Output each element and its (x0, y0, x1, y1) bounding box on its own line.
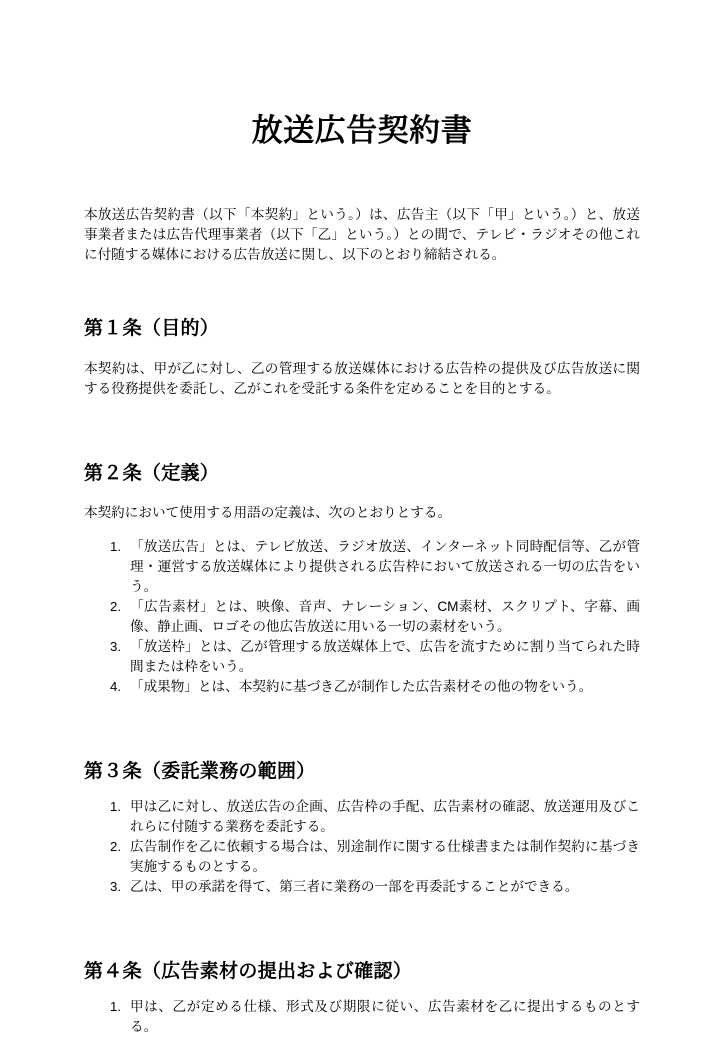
article-body-2: 本契約において使用する用語の定義は、次のとおりとする。 (84, 505, 452, 521)
article-section-1 (84, 265, 640, 399)
document-title: 放送広告契約書 (251, 113, 473, 148)
article-heading-1: 第１条（目的） (84, 318, 220, 340)
clause-item: 甲は乙に対し、放送広告の企画、広告枠の手配、広告素材の確認、放送運用及びこれらに付随する業務を委託する。 (130, 799, 640, 835)
article-section-4 (84, 897, 640, 1037)
article-section-3 (84, 697, 640, 897)
clause-item: 「放送枠」とは、乙が管理する放送媒体上で、広告を流すために割り当てられた時間または枠をいう。 (130, 639, 640, 675)
article-heading-4: 第４条（広告素材の提出および確認） (84, 961, 413, 983)
article-heading-2: 第２条（定義） (84, 462, 220, 484)
clause-list-2 (84, 523, 640, 697)
clause-item: 「成果物」とは、本契約に基づき乙が制作した広告素材その他の物をいう。 (130, 679, 593, 695)
article-heading-3: 第３条（委託業務の範囲） (84, 761, 316, 783)
clause-item: 広告制作を乙に依頼する場合は、別途制作に関する仕様書または制作契約に基づき実施するものとする。 (130, 839, 640, 875)
clause-list-3 (84, 785, 640, 897)
document-intro-paragraph: 本放送広告契約書（以下「本契約」という。）は、広告主（以下「甲」という。）と、放送事業者または広告代理事業者（以下「乙」という。）との間で、テレビ・ラジオその他これに付随する媒体における広告放送に関し、以下のとおり締結される。 (84, 207, 640, 263)
clause-item: 乙は、甲の承諾を得て、第三者に業務の一部を再委託することができる。 (130, 879, 579, 895)
clause-item: 甲は、乙が定める仕様、形式及び期限に従い、広告素材を乙に提出するものとする。 (130, 998, 640, 1034)
clause-item: 「広告素材」とは、映像、音声、ナレーション、CM素材、スクリプト、字幕、画像、静止画、ロゴその他広告放送に用いる一切の素材をいう。 (130, 599, 640, 635)
article-body-1: 本契約は、甲が乙に対し、乙の管理する放送媒体における広告枠の提供及び広告放送に関する役務提供を委託し、乙がこれを受託する条件を定めることを目的とする。 (84, 360, 640, 396)
clause-item: 「放送広告」とは、テレビ放送、ラジオ放送、インターネット同時配信等、乙が管理・運営する放送媒体により提供される広告枠において放送される一切の広告をいう。 (130, 539, 640, 595)
clause-list-4 (84, 985, 640, 1037)
article-section-2 (84, 399, 640, 698)
